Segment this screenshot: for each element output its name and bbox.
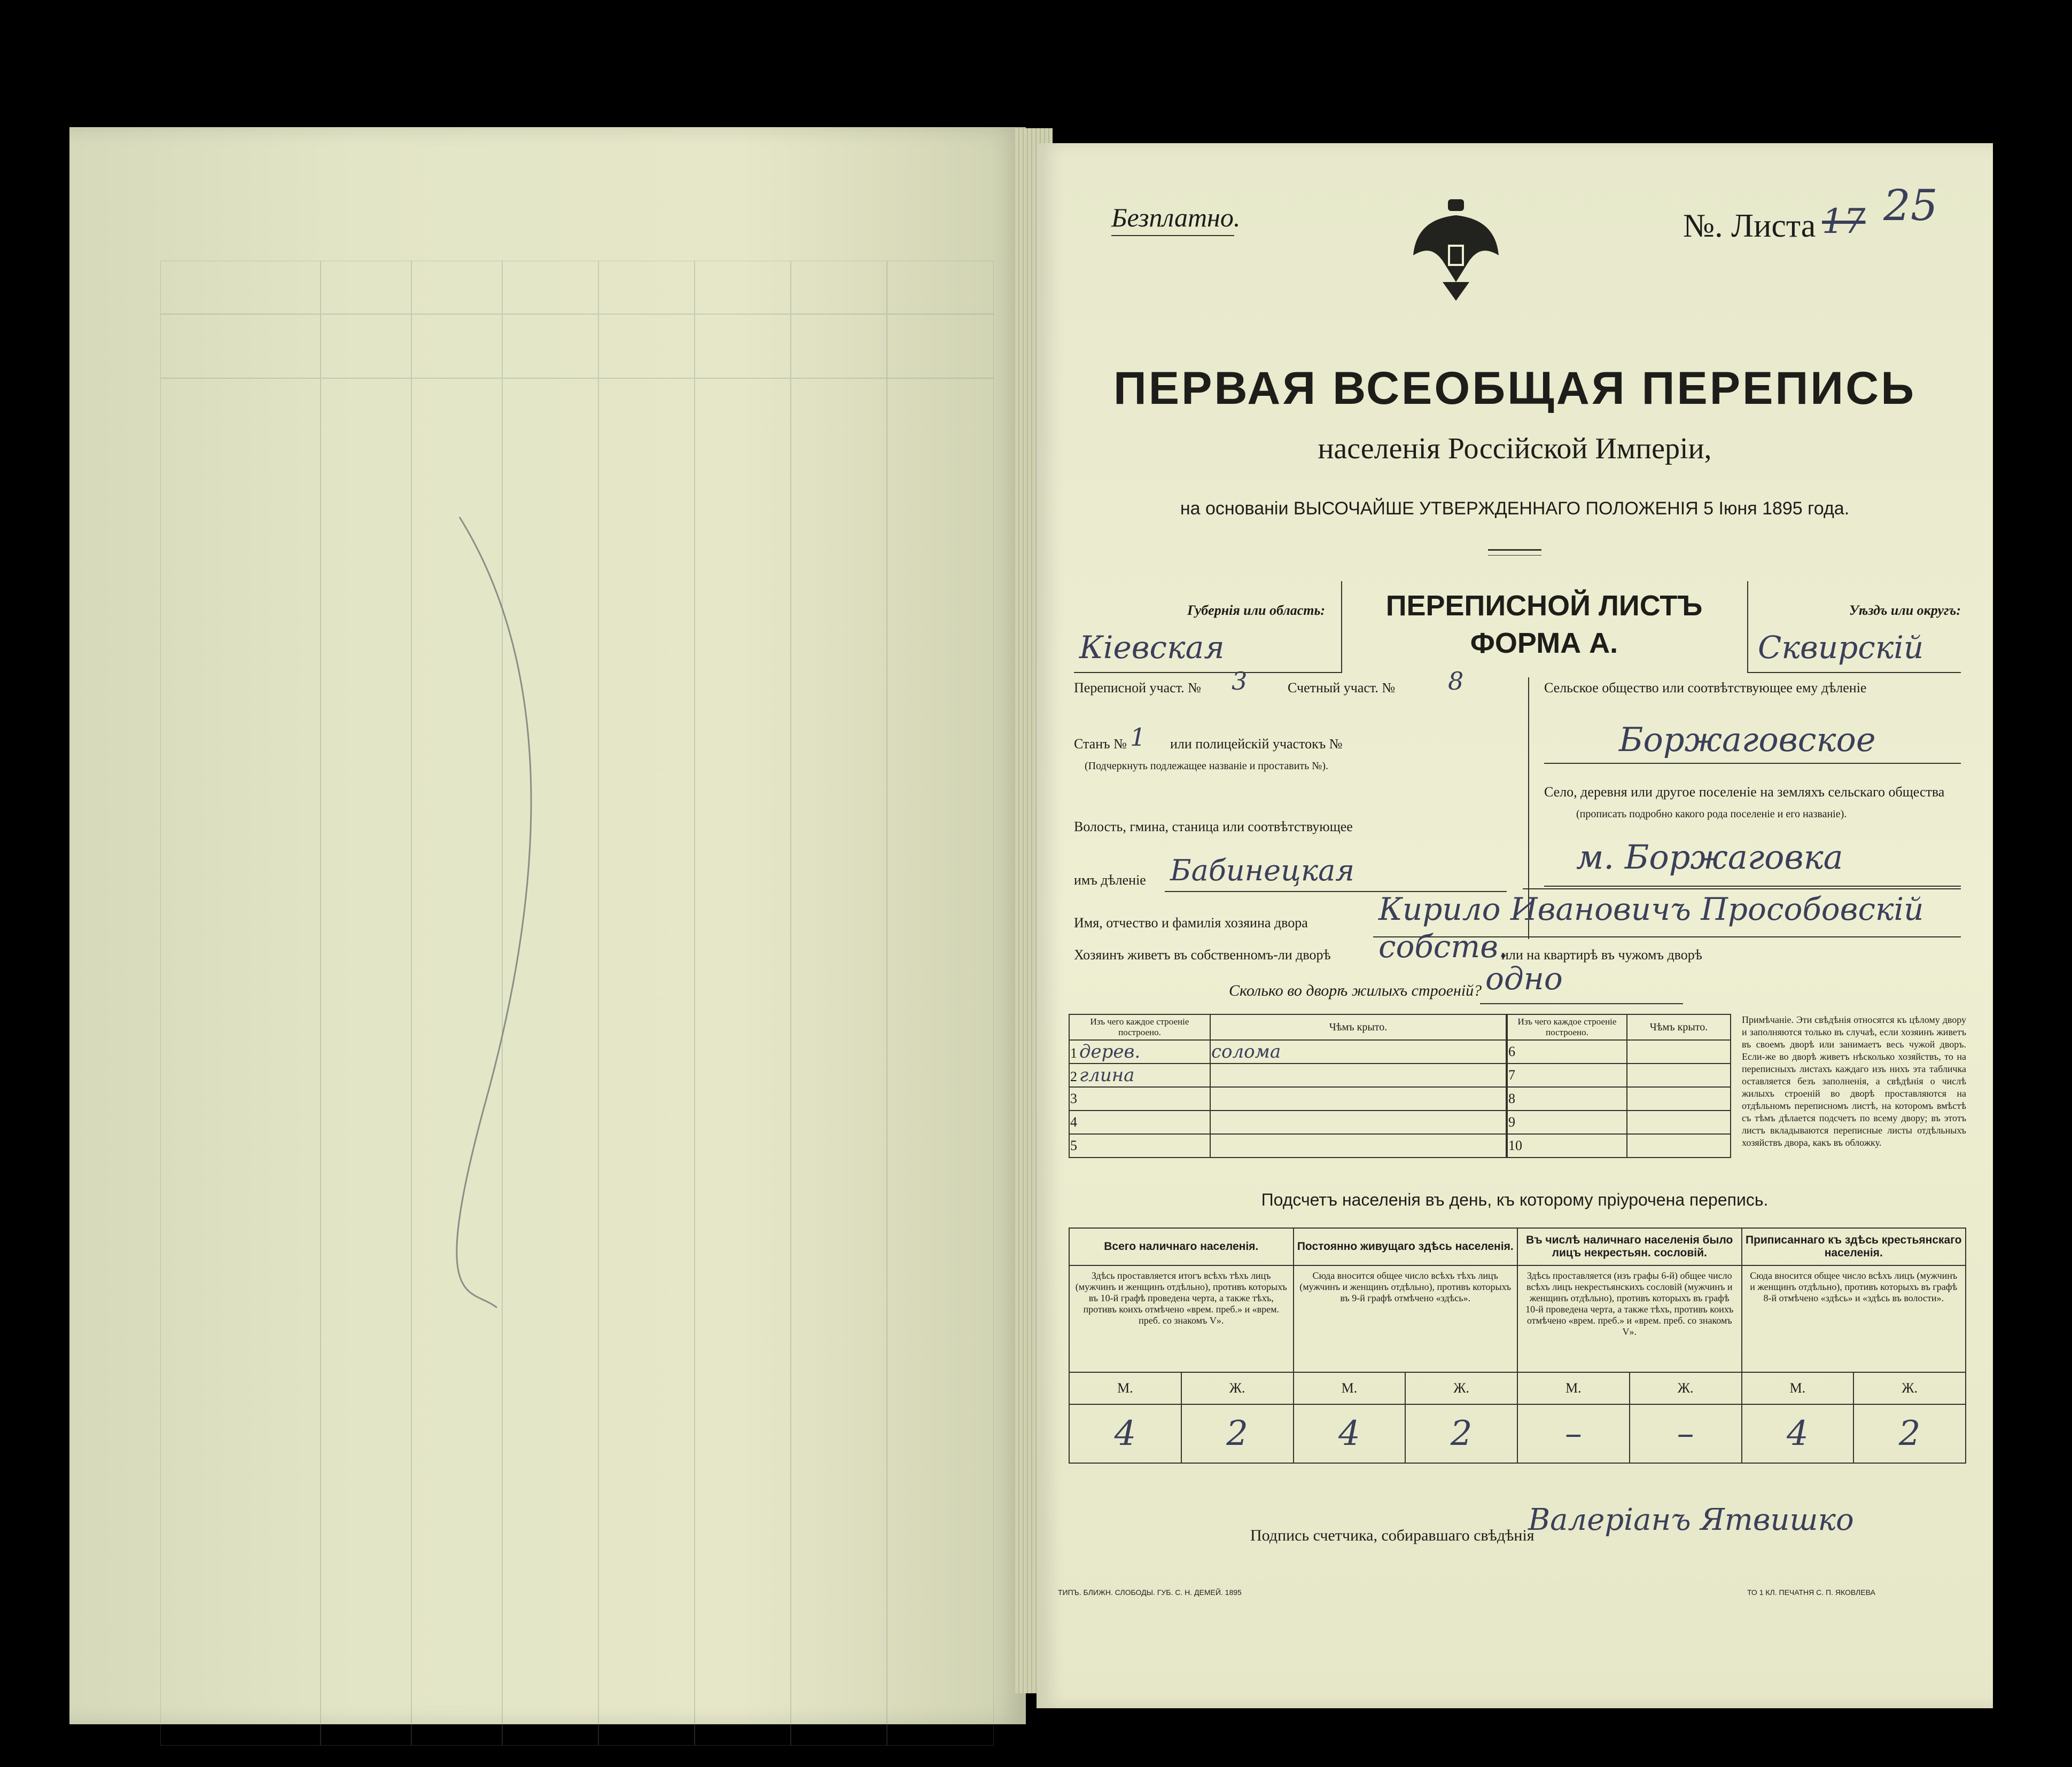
ornament-divider — [1488, 549, 1541, 556]
count-district-value: 8 — [1448, 667, 1464, 695]
table-row: 6 — [1507, 1040, 1731, 1064]
signature-value: Валеріанъ Ятвишко — [1528, 1503, 1854, 1537]
volost-value: Бабинецкая — [1170, 854, 1355, 887]
col-material-header-2: Изъ чего каждое строеніе построено. — [1507, 1014, 1627, 1040]
footer-print-right: ТО 1 КЛ. ПЕЧАТНЯ С. П. ЯКОВЛЕВА — [1747, 1588, 1875, 1597]
police-label: или полицейскій участокъ № — [1170, 736, 1343, 752]
population-count-table — [1069, 1227, 1966, 1464]
imperial-eagle-emblem — [1411, 197, 1501, 303]
signature-label: Подпись счетчика, собиравшаго свѣдѣнія — [1250, 1527, 1534, 1544]
count-col-2-desc: Сюда вносится общее число всѣхъ тѣхъ лицъ (мужчинъ и женщинъ отдѣльно), противъ которыхъ въ 9-й графѣ отмѣчено «здѣсь». — [1294, 1265, 1518, 1372]
count-col-2-title: Постоянно живущаго здѣсь населенія. — [1294, 1228, 1518, 1265]
table-row: 2 глина — [1069, 1064, 1506, 1087]
village-label: Село, деревня или другое поселеніе на земляхъ сельскаго общества — [1544, 784, 1945, 800]
rent-label: или на квартирѣ въ чужомъ дворѣ — [1501, 947, 1702, 963]
village-note: (прописать подробно какого рода поселеніе и его названіе). — [1576, 808, 1847, 820]
count-col-3-m: – — [1517, 1404, 1630, 1463]
col-material-header: Изъ чего каждое строеніе построено. — [1069, 1014, 1210, 1040]
table-row: 4 — [1069, 1111, 1506, 1134]
count-col-2-m: 4 — [1294, 1404, 1406, 1463]
own-yard-value: собств. — [1378, 928, 1508, 965]
count-col-1-title: Всего наличнаго населенія. — [1069, 1228, 1294, 1265]
sheet-number-crossed: 17 — [1822, 202, 1866, 241]
census-district-label: Переписной участ. № — [1074, 680, 1201, 695]
left-page-ghost-grid — [160, 261, 994, 1746]
form-name: ФОРМА А. — [1470, 627, 1618, 659]
village-block — [1544, 677, 1972, 1051]
village-value: м. Боржаговка — [1576, 838, 1843, 877]
table-row: 7 — [1507, 1064, 1731, 1087]
table-row: 8 — [1507, 1087, 1731, 1111]
count-col-2-f: 2 — [1405, 1404, 1517, 1463]
f-label: Ж. — [1630, 1372, 1742, 1404]
count-district-label: Счетный участ. № — [1288, 680, 1396, 695]
note-text: Примѣчаніе. Эти свѣдѣнія относятся къ цѣлому двору и заполняются только въ случаѣ, если хозяинъ живетъ въ своемъ дворѣ или занимаетъ весь чужой дворъ. Если-же во дворѣ живетъ нѣсколько хозяйствъ, то на переписныхъ листахъ каждаго изъ нихъ эта табличка оставляется безъ заполненія, а свѣдѣнія о числѣ жилыхъ строеній во дворѣ проставляются на отдѣльномъ переписномъ листѣ, на которомъ вмѣстѣ съ тѣмъ дѣлается подсчетъ по всему двору; въ этотъ листъ вкладываются переписные листы отдѣльныхъ хозяйствъ двора, какъ въ обложку. — [1742, 1014, 1966, 1148]
col-roof-header-2: Чѣмъ крыто. — [1627, 1014, 1731, 1040]
left-page — [69, 127, 1026, 1724]
count-col-3-desc: Здѣсь проставляется (изъ графы 6-й) общее число всѣхъ лицъ некрестьянскихъ сословій (мужчинъ и женщинъ отдѣльно), противъ которыхъ въ графѣ 10-й проведена черта, а также тѣхъ, противъ коихъ отмѣчено «врем. преб.» и «врем. преб. со знакомъ V». — [1517, 1265, 1742, 1372]
count-col-4-f: 2 — [1853, 1404, 1966, 1463]
pencil-mark — [438, 512, 577, 1313]
owner-name-label: Имя, отчество и фамилія хозяина двора — [1074, 915, 1308, 931]
f-label: Ж. — [1181, 1372, 1294, 1404]
sheet-number-label: №. Листа — [1683, 208, 1816, 244]
f-label: Ж. — [1853, 1372, 1966, 1404]
table-row: 9 — [1507, 1111, 1731, 1134]
census-form-page — [1037, 143, 1993, 1708]
count-col-4-desc: Сюда вносится общее число всѣхъ лицъ (мужчинъ и женщинъ отдѣльно), противъ которыхъ въ графѣ 8-й отмѣчено «здѣсь» и «здѣсь въ волости». — [1742, 1265, 1966, 1372]
footer-print-left: ТИПЪ. БЛИЖН. СЛОБОДЫ. ГУБ. С. Н. ДЕМЕЙ. 1895 — [1058, 1588, 1242, 1597]
table-row: 10 — [1507, 1134, 1731, 1158]
stan-label: Станъ № — [1074, 736, 1127, 752]
buildings-table-right — [1507, 1014, 1731, 1158]
uezd-value: Сквирскій — [1758, 629, 1924, 666]
stan-value: 1 — [1130, 723, 1146, 752]
count-col-1-f: 2 — [1181, 1404, 1294, 1463]
buildings-table-left — [1069, 1014, 1507, 1158]
main-title: ПЕРВАЯ ВСЕОБЩАЯ ПЕРЕПИСЬ — [1113, 363, 1917, 414]
society-value: Боржаговское — [1619, 720, 1876, 759]
subtitle: населенія Россійской Имперіи, — [1318, 432, 1712, 465]
table-row: 3 — [1069, 1087, 1506, 1111]
gubernia-label: Губернія или область: — [1187, 603, 1325, 618]
m-label: М. — [1517, 1372, 1630, 1404]
sheet-number-value: 25 — [1883, 181, 1938, 230]
underline-note: (Подчеркнуть подлежащее названіе и проставить №). — [1085, 760, 1328, 772]
count-col-4-m: 4 — [1742, 1404, 1854, 1463]
form-title: ПЕРЕПИСНОЙ ЛИСТЪ — [1385, 590, 1703, 622]
count-col-4-title: Приписаннаго къ здѣсь крестьянскаго населенія. — [1742, 1228, 1966, 1265]
census-district-value: 3 — [1232, 667, 1248, 695]
m-label: М. — [1294, 1372, 1406, 1404]
own-yard-label: Хозяинъ живетъ въ собственномъ-ли дворѣ — [1074, 947, 1331, 963]
uezd-label: Уѣздъ или округъ: — [1849, 603, 1961, 618]
society-label: Сельское общество или соотвѣтствующее ему дѣленіе — [1544, 680, 1867, 695]
count-heading: Подсчетъ населенія въ день, къ которому пріурочена перепись. — [1261, 1190, 1769, 1209]
count-col-3-title: Въ числѣ наличнаго населенія было лицъ некрестьян. сословій. — [1517, 1228, 1742, 1265]
table-row: 5 — [1069, 1134, 1506, 1158]
free-label: Безплатно. — [1111, 202, 1241, 232]
basis-line: на основаніи ВЫСОЧАЙШЕ УТВЕРЖДЕННАГО ПОЛОЖЕНІЯ 5 Іюня 1895 года. — [1180, 498, 1850, 519]
m-label: М. — [1069, 1372, 1181, 1404]
table-row: 1 дерев. солома — [1069, 1040, 1506, 1064]
volost-label-2: имъ дѣленіе — [1074, 872, 1146, 888]
count-col-1-desc: Здѣсь проставляется итогъ всѣхъ тѣхъ лицъ (мужчинъ и женщинъ отдѣльно), противъ которыхъ въ 10-й графѣ проведена черта, а также тѣхъ, противъ коихъ отмѣчено «врем. преб.» и «врем. преб. со знакомъ V». — [1069, 1265, 1294, 1372]
count-col-3-f: – — [1630, 1404, 1742, 1463]
buildings-label: Сколько во дворѣ жилыхъ строеній? — [1229, 982, 1482, 999]
owner-name-value: Кирило Ивановичъ Прособовскій — [1378, 891, 1924, 927]
col-roof-header: Чѣмъ крыто. — [1210, 1014, 1506, 1040]
count-col-1-m: 4 — [1069, 1404, 1181, 1463]
buildings-value: одно — [1485, 960, 1563, 997]
f-label: Ж. — [1405, 1372, 1517, 1404]
m-label: М. — [1742, 1372, 1854, 1404]
volost-label-1: Волость, гмина, станица или соотвѣтствующее — [1074, 819, 1353, 834]
gubernia-value: Кіевская — [1079, 629, 1225, 666]
